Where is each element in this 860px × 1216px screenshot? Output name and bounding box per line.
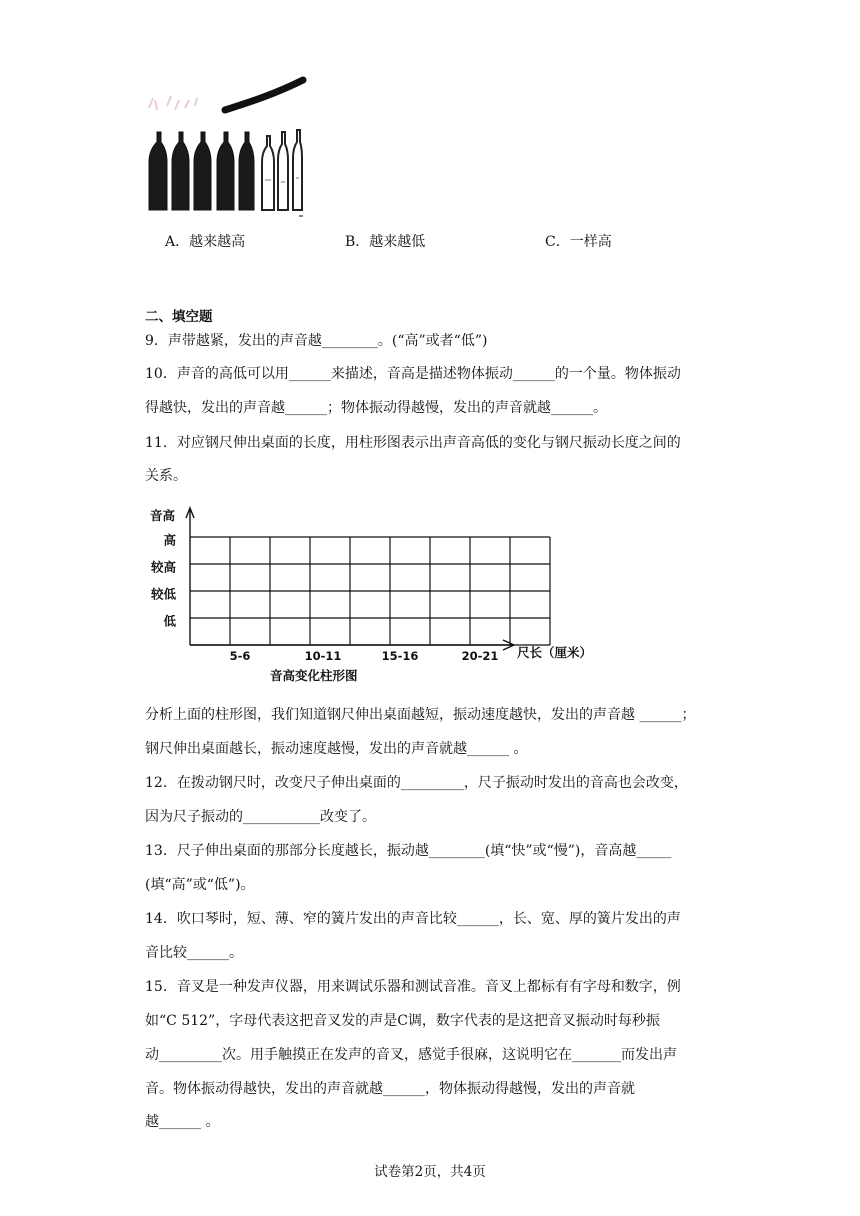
q12-text-line2: 因为尺子振动的___________改变了。	[145, 809, 376, 825]
q15-text-line4: 音。物体振动得越快，发出的声音就越______，物体振动得越慢，发出的声音就	[145, 1081, 635, 1097]
q15-text-line5: 越______ 。	[145, 1114, 220, 1130]
q14-text-line1: 14．吹口琴时，短、薄、窄的簧片发出的声音比较______，长、宽、厚的簧片发出的声	[145, 911, 681, 927]
q11-text-line2: 关系。	[145, 468, 187, 484]
pitch-bar-chart	[145, 500, 595, 686]
x-tick-label: 20-21	[461, 649, 499, 663]
q11-analysis-line2: 钢尺伸出桌面越长，振动速度越慢，发出的声音就越______ 。	[145, 741, 528, 757]
option-b: B．越来越低	[345, 234, 426, 250]
q15-text-line1: 15．音叉是一种发声仪器，用来调试乐器和测试音准。音叉上都标有有字母和数字，例	[145, 979, 681, 995]
x-tick-label: 5-6	[229, 649, 251, 663]
y-axis-label: 音高	[150, 508, 176, 523]
x-tick-label: 10-11	[304, 649, 342, 663]
q11-analysis-line1: 分析上面的柱形图，我们知道钢尺伸出桌面越短，振动速度越快，发出的声音越 ______；	[145, 707, 696, 723]
page-footer: 试卷第2页，共4页	[374, 1164, 486, 1180]
bottles-image	[145, 70, 310, 222]
q12-text-line1: 12．在拨动钢尺时，改变尺子伸出桌面的_________，尺子振动时发出的音高也会改变，	[145, 775, 688, 791]
q10-text-line2: 得越快，发出的声音越______；物体振动得越慢，发出的声音就越______。	[145, 400, 607, 416]
y-tick-label: 低	[163, 613, 176, 629]
y-tick-label: 较低	[150, 586, 176, 602]
q15-text-line2: 如“C 512”，字母代表这把音叉发的声是C调，数字代表的是这把音叉振动时每秒振	[145, 1013, 660, 1029]
q15-text-line3: 动_________次。用手触摸正在发声的音叉，感觉手很麻，这说明它在_______而发出声	[145, 1047, 677, 1063]
y-tick-label: 较高	[150, 559, 176, 575]
option-c: C．一样高	[545, 234, 612, 250]
chart-caption: 音高变化柱形图	[270, 668, 358, 683]
q13-text-line2: (填“高”或“低”)。	[145, 877, 255, 893]
option-a: A．越来越高	[165, 234, 246, 250]
q10-text-line1: 10．声音的高低可以用______来描述，音高是描述物体振动______的一个量。物体振动	[145, 366, 681, 382]
q13-text-line1: 13．尺子伸出桌面的那部分长度越长，振动越________(填“快”或“慢”)，音高越_____	[145, 843, 672, 859]
q11-text-line1: 11．对应钢尺伸出桌面的长度，用柱形图表示出声音高低的变化与钢尺振动长度之间的	[145, 435, 681, 451]
section-title: 二、填空题	[145, 309, 213, 325]
q14-text-line2: 音比较______。	[145, 945, 243, 961]
y-tick-label: 高	[163, 532, 176, 548]
x-tick-label: 15-16	[381, 649, 419, 663]
x-axis-label: 尺长（厘米）	[517, 645, 593, 660]
q9-text: 9．声带越紧，发出的声音越________。(“高”或者“低”)	[145, 333, 488, 349]
